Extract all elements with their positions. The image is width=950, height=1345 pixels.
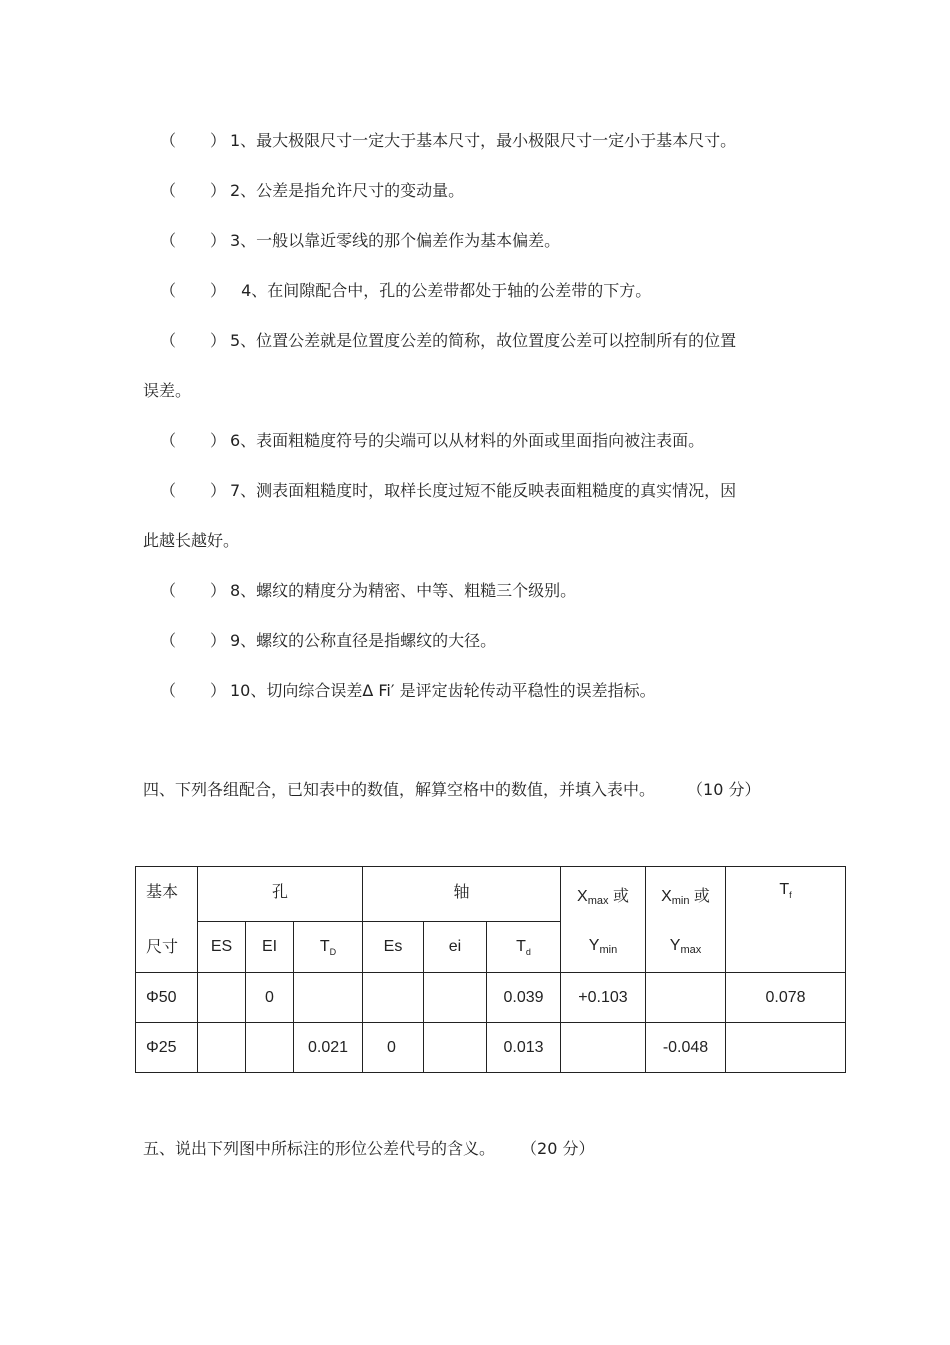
question-text: 误差。 [143, 381, 192, 400]
section-4-heading [143, 780, 760, 800]
header-es-shaft: Es [363, 922, 424, 973]
header-text: 或 [689, 888, 710, 905]
question-2 [160, 181, 464, 201]
header-tf [726, 867, 846, 973]
section-title: 五、说出下列图中所标注的形位公差代号的含义。 [143, 1139, 496, 1158]
answer-blank[interactable]: （ ） [160, 681, 227, 700]
question-text: 9、螺纹的公称直径是指螺纹的大径。 [230, 631, 497, 650]
question-text: 2、公差是指允许尺寸的变动量。 [230, 181, 465, 200]
table-cell: 0.021 [294, 1023, 363, 1073]
question-text: 8、螺纹的精度分为精密、中等、粗糙三个级别。 [230, 581, 577, 600]
header-subscript: min [671, 895, 690, 907]
answer-blank[interactable]: （ ） [160, 231, 227, 250]
table-cell[interactable] [424, 1023, 487, 1073]
question-9 [160, 631, 496, 651]
header-ei-shaft: ei [424, 922, 487, 973]
answer-blank[interactable]: （ ） [160, 631, 227, 650]
answer-blank[interactable]: （ ） [160, 581, 227, 600]
header-subscript: d [525, 946, 531, 957]
question-6 [160, 431, 704, 451]
header-basic-size [136, 867, 198, 973]
question-1 [160, 131, 736, 151]
header-text: X [661, 888, 672, 905]
header-text: 或 [608, 888, 629, 905]
question-text: 5、位置公差就是位置度公差的简称，故位置度公差可以控制所有的位置 [230, 331, 737, 350]
header-text: 基本 [146, 884, 179, 901]
question-text: 此越长越好。 [143, 531, 240, 550]
answer-blank[interactable]: （ ） [160, 131, 227, 150]
header-hole: 孔 [198, 867, 363, 922]
table-cell: 0 [246, 973, 294, 1023]
header-text: T [319, 937, 330, 955]
header-subscript: max [587, 895, 609, 907]
header-es: ES [198, 922, 246, 973]
table-cell[interactable] [726, 1023, 846, 1073]
table-cell[interactable] [246, 1023, 294, 1073]
question-7 [160, 481, 736, 501]
section-score: （10 分） [695, 780, 761, 799]
question-4 [160, 281, 651, 301]
fit-table [135, 866, 846, 1073]
answer-blank[interactable]: （ ） [160, 481, 227, 500]
table-cell[interactable] [646, 973, 726, 1023]
question-3 [160, 231, 560, 251]
table-row [136, 1023, 846, 1073]
table-cell[interactable] [198, 973, 246, 1023]
answer-blank[interactable]: （ ） [160, 181, 227, 200]
answer-blank[interactable]: （ ） [160, 431, 227, 450]
header-text: T [779, 881, 790, 898]
section-score: （20 分） [529, 1139, 595, 1158]
header-text: T [516, 937, 526, 955]
table-cell: 0 [363, 1023, 424, 1073]
table-cell[interactable] [424, 973, 487, 1023]
header-xmin-ymax [646, 867, 726, 973]
header-subscript: D [329, 946, 337, 957]
answer-blank[interactable]: （ ） [160, 331, 227, 350]
header-subscript: min [599, 944, 618, 956]
question-5-continuation [143, 381, 191, 401]
table-cell: 0.013 [487, 1023, 561, 1073]
question-text: 7、测表面粗糙度时，取样长度过短不能反映表面粗糙度的真实情况，因 [230, 481, 737, 500]
header-td-hole [294, 922, 363, 973]
header-td-shaft [487, 922, 561, 973]
question-5 [160, 331, 736, 351]
question-text: 6、表面粗糙度符号的尖端可以从材料的外面或里面指向被注表面。 [230, 431, 705, 450]
question-text: 4、在间隙配合中，孔的公差带都处于轴的公差带的下方。 [236, 281, 652, 300]
header-xmax-ymin [561, 867, 646, 973]
header-text: 尺寸 [146, 939, 179, 956]
header-text: Y [588, 937, 600, 954]
table-cell: Φ50 [136, 973, 198, 1023]
answer-blank[interactable]: （ ） [160, 281, 227, 300]
question-10 [160, 681, 656, 701]
table-cell[interactable] [363, 973, 424, 1023]
table-cell: 0.078 [726, 973, 846, 1023]
header-subscript: f [789, 890, 792, 900]
section-5-heading [143, 1139, 594, 1159]
header-shaft: 轴 [363, 867, 561, 922]
table-cell: +0.103 [561, 973, 646, 1023]
header-subscript: max [680, 944, 702, 956]
table-cell[interactable] [198, 1023, 246, 1073]
table-cell[interactable] [561, 1023, 646, 1073]
table-cell: 0.039 [487, 973, 561, 1023]
header-text: X [577, 888, 588, 905]
question-text: 1、最大极限尺寸一定大于基本尺寸，最小极限尺寸一定小于基本尺寸。 [230, 131, 737, 150]
table-cell: -0.048 [646, 1023, 726, 1073]
table-row [136, 973, 846, 1023]
table-cell: Φ25 [136, 1023, 198, 1073]
table-cell[interactable] [294, 973, 363, 1023]
section-title: 四、下列各组配合，已知表中的数值，解算空格中的数值，并填入表中。 [143, 780, 656, 799]
question-text: 10、切向综合误差Δ Fi′ 是评定齿轮传动平稳性的误差指标。 [230, 681, 656, 700]
header-ei: EI [246, 922, 294, 973]
question-7-continuation [143, 531, 239, 551]
question-8 [160, 581, 576, 601]
header-text: Y [669, 937, 681, 954]
question-text: 3、一般以靠近零线的那个偏差作为基本偏差。 [230, 231, 561, 250]
